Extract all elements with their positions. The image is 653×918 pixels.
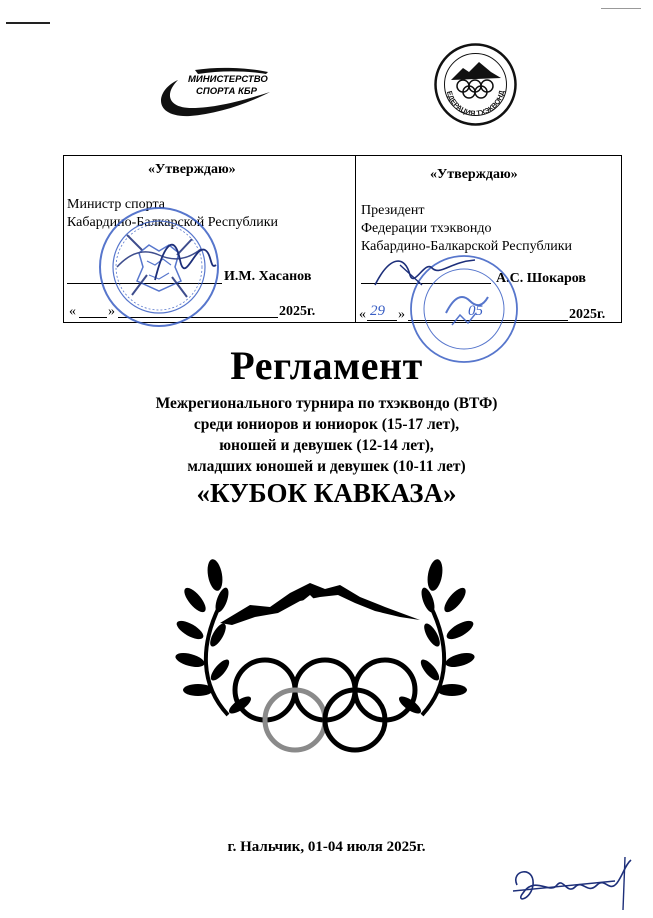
corner-mark [6,22,50,24]
right-position-line3: Кабардино-Балкарской Республики [361,239,572,254]
right-date-open: « [359,307,366,322]
federation-signature [370,250,480,290]
right-position-line1: Президент [361,203,425,218]
ministry-logo [150,60,275,125]
subtitle-line-1: Межрегионального турнира по тхэквондо (ВТФ) [155,395,498,412]
subtitle-line-4: младших юношей и девушек (10-11 лет) [187,458,466,475]
left-date-close: » [108,304,115,319]
right-date-month: 05 [468,303,483,319]
table-divider [355,156,356,322]
left-year: 2025г. [279,304,316,319]
signature-mark-icon [505,855,645,913]
left-date-open: « [69,304,76,319]
left-position-line2: Кабардино-Балкарской Республики [67,215,278,230]
corner-mark-right [601,8,641,9]
right-signatory-name: А.С. Шокаров [496,271,586,286]
subtitle-line-2: среди юниоров и юниорок (15-17 лет), [193,416,460,433]
right-year: 2025г. [569,307,606,322]
signature-mark-icon [370,250,480,290]
laurel-mountain-rings-icon [160,545,490,760]
left-position-line1: Министр спорта [67,197,165,212]
subtitle-line-3: юношей и девушек (12-14 лет), [219,437,434,454]
right-date-close: » [398,307,405,322]
svg-text:ФЕДЕРАЦИЯ ТХЭКВОНДО [433,42,506,118]
right-date-day: 29 [370,303,385,319]
tournament-emblem [160,545,490,760]
ministry-name-line2: СПОРТА КБР [196,86,257,97]
left-approval-heading: «Утверждаю» [148,162,236,177]
page-title: Регламент [230,343,423,388]
federation-emblem-icon [433,42,518,127]
venue-date-footer: г. Нальчик, 01-04 июля 2025г. [227,839,426,855]
right-position-line2: Федерации тхэквондо [361,221,492,236]
bottom-signature [505,855,645,913]
right-date-day-line [367,320,397,321]
federation-arc-text: ЕДЕРАЦИЯ ТХЭКВОНД [444,89,507,118]
cup-name: «КУБОК КАВКАЗА» [196,478,457,508]
federation-logo [433,42,518,127]
left-signatory-name: И.М. Хасанов [224,269,312,284]
ministry-signature [150,230,220,290]
right-approval-heading: «Утверждаю» [430,167,518,182]
signature-mark-icon [150,230,220,290]
ministry-name-line1: МИНИСТЕРСТВО [188,74,268,85]
